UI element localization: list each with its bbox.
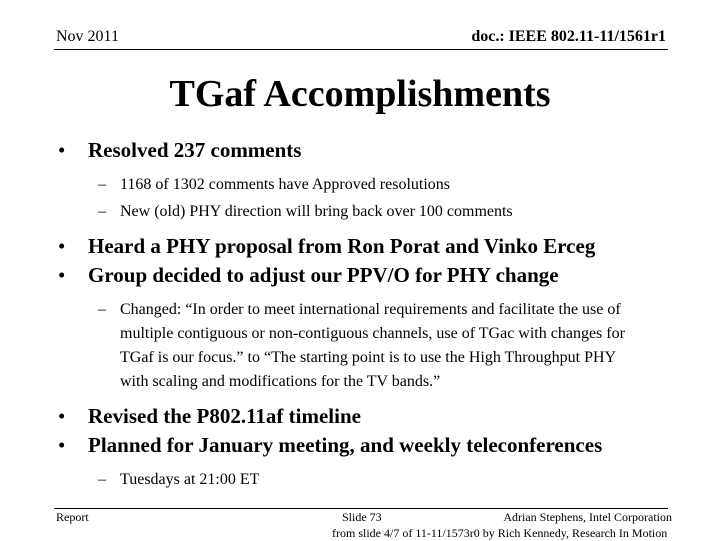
dash-glyph: –	[98, 301, 106, 318]
sub-bullet-5-1	[58, 468, 678, 492]
bullet-text: Heard a PHY proposal from Ron Porat and Vinko Erceg	[88, 234, 596, 258]
bullet-2	[58, 232, 678, 261]
footer-label: Report	[56, 510, 89, 524]
sub-bullet-1-2	[58, 200, 678, 224]
footer-author: Adrian Stephens, Intel Corporation	[503, 510, 672, 524]
bullet-3	[58, 261, 678, 290]
bullet-glyph: •	[58, 138, 66, 162]
bullet-5	[58, 431, 678, 460]
dash-glyph: –	[98, 471, 106, 488]
header-rule	[54, 49, 668, 50]
footer-source: from slide 4/7 of 11-11/1573r0 by Rich Kennedy, Research In Motion	[332, 526, 668, 540]
slide-content	[58, 136, 678, 492]
sub-bullet-1-1	[58, 173, 678, 197]
bullet-text: Planned for January meeting, and weekly teleconferences	[88, 433, 603, 457]
sub-bullet-3-1	[58, 298, 678, 394]
bullet-glyph: •	[58, 404, 66, 428]
bullet-glyph: •	[58, 433, 66, 457]
bullet-text: Group decided to adjust our PPV/O for PHY change	[88, 263, 559, 287]
sub-bullet-text: New (old) PHY direction will bring back over 100 comments	[120, 203, 513, 220]
dash-glyph: –	[98, 203, 106, 220]
bullet-glyph: •	[58, 234, 66, 258]
bullet-text: Revised the P802.11af timeline	[88, 404, 361, 428]
bullet-text: Resolved 237 comments	[88, 138, 302, 162]
bullet-1	[58, 136, 678, 165]
footer-rule	[54, 508, 668, 509]
header-date: Nov 2011	[56, 28, 119, 45]
slide-number: Slide 73	[342, 510, 382, 524]
dash-glyph: –	[98, 176, 106, 193]
bullet-4	[58, 402, 678, 431]
sub-bullet-text: Changed: “In order to meet international requirements and facilitate the use of multiple contiguous or non-contiguous channels, use of TGac with changes for TGaf is our focus.” to “The starting point is to use the High Throughput PHY with scaling and modifications for the TV bands.”	[120, 301, 625, 390]
header-doc-id: doc.: IEEE 802.11-11/1561r1	[471, 28, 666, 45]
sub-bullet-text: 1168 of 1302 comments have Approved resolutions	[120, 176, 451, 193]
bullet-glyph: •	[58, 263, 66, 287]
slide-title: TGaf Accomplishments	[169, 73, 551, 115]
sub-bullet-text: Tuesdays at 21:00 ET	[120, 471, 260, 488]
